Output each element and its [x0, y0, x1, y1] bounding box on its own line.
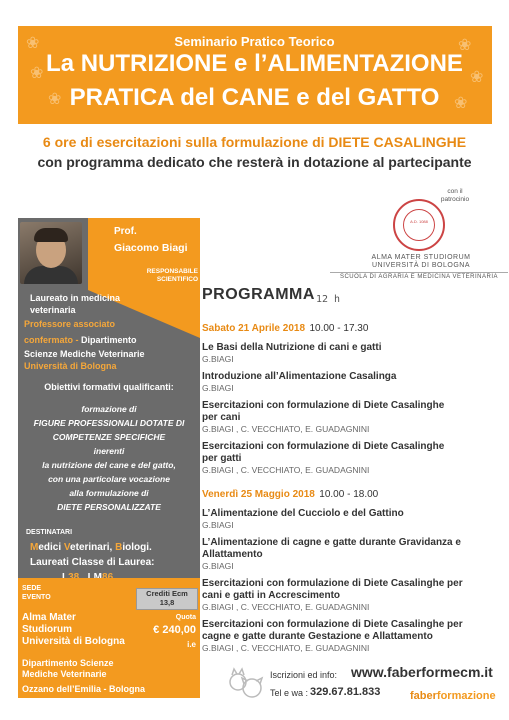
speaker-role: RESPONSABILE SCIENTIFICO	[146, 268, 198, 283]
university-seal-icon: A.D. 1088	[393, 199, 445, 251]
program-item-title: Esercitazioni con formulazione di Diete Casalinghe per	[202, 578, 463, 589]
paw-print-icon: ❀	[470, 69, 484, 86]
objective-line: COMPETENZE SPECIFICHE	[52, 432, 166, 442]
program-item-title: Esercitazioni con formulazione di Diete Casalinghe	[202, 400, 445, 411]
paw-print-icon: ❀	[48, 91, 62, 108]
fee-value: € 240,00	[153, 624, 196, 636]
program-item	[202, 441, 502, 476]
paw-print-icon: ❀	[26, 35, 40, 52]
phone-number[interactable]: 329.67.81.833	[310, 686, 381, 698]
venue-name: Alma Mater Studiorum Università di Bologna	[22, 612, 125, 647]
program-item-speaker: G.BIAGI	[202, 383, 234, 393]
program-title: PROGRAMMA	[202, 286, 315, 303]
objective-line: DIETE PERSONALIZZATE	[57, 502, 161, 512]
program-hours: 12 h	[316, 294, 341, 305]
objective-line: alla formulazione di	[69, 488, 149, 498]
speaker-name: Giacomo Biagi	[114, 242, 188, 254]
info-label: Iscrizioni ed info:	[270, 670, 338, 680]
program-item	[202, 578, 502, 613]
recipients-line-2: Laureati Classe di Laurea:	[30, 557, 155, 568]
program-item-title: Allattamento	[202, 549, 263, 560]
program-item-title: Le Basi della Nutrizione di cani e gatti	[202, 342, 382, 353]
program-item-title: Esercitazioni con formulazione di Diete Casalinghe per	[202, 619, 463, 630]
credits-badge: Crediti Ecm 13,8	[136, 588, 198, 610]
university-name-1: ALMA MATER STUDIORUM	[371, 254, 471, 261]
paw-print-icon: ❀	[454, 95, 468, 112]
program-item	[202, 619, 502, 654]
program-list	[202, 318, 502, 660]
speaker-position: Professore associato confermato - Dipartimento Scienze Mediche Veterinarie Università di Bologna	[24, 319, 145, 371]
program-item-title: per gatti	[202, 453, 242, 464]
fee-label: Quota	[175, 614, 196, 621]
program-item	[202, 400, 502, 435]
paw-print-icon: ❀	[458, 37, 472, 54]
objective-line: formazione di	[81, 404, 137, 414]
brand-logo: faberformazione	[410, 690, 496, 702]
program-item-title: cagne e gatte durante Gestazione e Allattamento	[202, 631, 433, 642]
program-item-title: per cani	[202, 412, 241, 423]
paw-print-icon: ❀	[30, 65, 44, 82]
university-name-2: UNIVERSITÀ DI BOLOGNA	[371, 262, 471, 269]
program-item-speaker: G.BIAGI	[202, 354, 234, 364]
program-item-title: cani e gatti in Accrescimento	[202, 590, 341, 601]
objective-line: FIGURE PROFESSIONALI DOTATE DI	[33, 418, 185, 428]
objectives-heading: Obiettivi formativi qualificanti:	[44, 382, 174, 392]
program-item-speaker: G.BIAGI , C. VECCHIATO, E. GUADAGNINI	[202, 465, 370, 475]
speaker-photo	[20, 222, 82, 284]
program-item-speaker: G.BIAGI , C. VECCHIATO, E. GUADAGNINI	[202, 424, 370, 434]
subtitle-line-1: 6 ore di esercitazioni sulla formulazione di DIETE CASALINGHE	[42, 134, 467, 150]
speaker-title: Prof.	[114, 226, 137, 237]
university-school: SCUOLA DI AGRARIA E MEDICINA VETERINARIA	[330, 272, 508, 280]
program-item-title: Esercitazioni con formulazione di Diete Casalinghe	[202, 441, 445, 452]
phone-label: Tel e wa :	[270, 688, 309, 698]
program-item	[202, 537, 502, 572]
subtitle-line-2: con programma dedicato che resterà in dotazione al partecipante	[37, 154, 472, 170]
program-item	[202, 371, 502, 394]
program-item-speaker: G.BIAGI	[202, 561, 234, 571]
program-item-title: L’Alimentazione di cagne e gatte durante Gravidanza e	[202, 537, 461, 548]
objective-line: la nutrizione del cane e del gatto,	[42, 460, 176, 470]
speaker-degree: Laureato in medicina veterinaria	[30, 293, 121, 315]
venue-department: Dipartimento Scienze Mediche Veterinarie	[22, 658, 114, 679]
website-link[interactable]: www.faberformecm.it	[351, 664, 493, 680]
venue-label: SEDE EVENTO	[22, 585, 51, 601]
program-day-header	[202, 318, 502, 336]
program-day-time: 10.00 - 18.00	[319, 489, 379, 500]
program-day-date: Venerdì 25 Maggio 2018	[202, 489, 315, 500]
objectives-list	[18, 402, 200, 514]
recipients-label: DESTINATARI	[26, 529, 73, 536]
title-line-2: PRATICA del CANE e del GATTO	[69, 84, 440, 111]
program-day-header	[202, 484, 502, 502]
title-line-1: La NUTRIZIONE e l’ALIMENTAZIONE	[46, 50, 463, 77]
seminar-kicker: Seminario Pratico Teorico	[174, 34, 335, 49]
objective-line: inerenti	[93, 446, 125, 456]
program-item-title: L’Alimentazione del Cucciolo e del Gattino	[202, 508, 404, 519]
venue-city: Ozzano dell’Emilia - Bologna	[22, 684, 146, 694]
program-item	[202, 508, 502, 531]
program-item-speaker: G.BIAGI , C. VECCHIATO, E. GUADAGNINI	[202, 643, 370, 653]
cat-dog-icon	[224, 664, 266, 706]
program-day-time: 10.00 - 17.30	[309, 323, 369, 334]
program-item-title: Introduzione all’Alimentazione Casalinga	[202, 371, 397, 382]
fee-note: i.e	[187, 640, 196, 649]
objective-line: con una particolare vocazione	[48, 474, 170, 484]
program-item-speaker: G.BIAGI	[202, 520, 234, 530]
patronage-label: con il patrocinio	[440, 188, 470, 203]
program-day-date: Sabato 21 Aprile 2018	[202, 323, 306, 334]
recipients-line-1: Medici Veterinari, Biologi.	[30, 542, 152, 553]
program-item	[202, 342, 502, 365]
program-item-speaker: G.BIAGI , C. VECCHIATO, E. GUADAGNINI	[202, 602, 370, 612]
